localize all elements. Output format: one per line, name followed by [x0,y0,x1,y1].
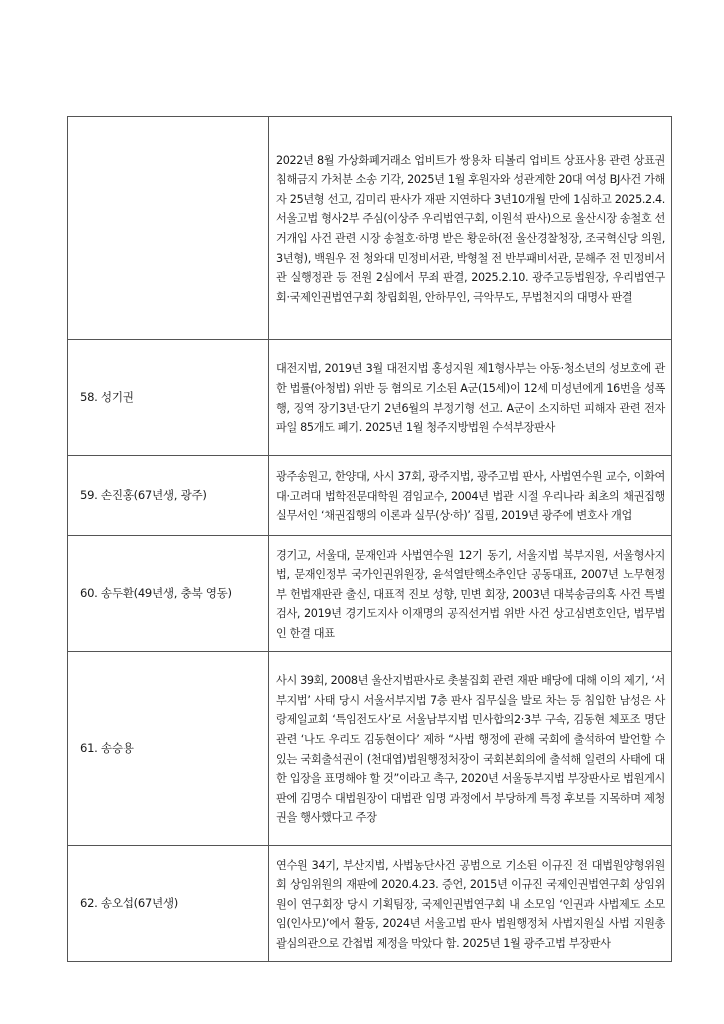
document-page [67,116,665,962]
description-cell: 연수원 34기, 부산지법, 사법농단사건 공범으로 기소된 이규진 전 대법원양형위원회 상임위원의 재판에 2020.4.23. 증언, 2015년 이규진 국제인권법연구회 상임위원이 연구회장 당시 기획팀장, 국제인권법연구회 내 소모임 ‘인권과 사법제도 소모임(인사모)’에서 활동, 2024년 서울고법 판사 법원행정처 사법지원실 사법 지원총괄심의관으로 간첩법 제정을 막았다 함. 2025년 1월 광주고법 부장판사 [269,846,672,962]
name-cell: 62. 송오섭(67년생) [68,846,269,962]
description-cell: 사시 39회, 2008년 울산지법판사로 촛불집회 관련 재판 배당에 대해 이의 제기, ‘서부지법’ 사태 당시 서울서부지법 7층 판사 집무실을 발로 차는 등 침입한 남성은 사랑제일교회 ‘특임전도사’로 서울남부지법 민사합의2·3부 구속, 김동현 체포조 명단 관련 ‘나도 우리도 김동현이다’ 제하 “사법 행정에 관해 국회에 출석하여 발언할 수 있는 국회출석권이 (천대엽)법원행정처장이 국회본회의에 출석해 일련의 사태에 대한 입장을 표명해야 할 것”이라고 촉구, 2020년 서울동부지법 부장판사로 법원게시판에 김명수 대법원장이 대법관 임명 과정에서 부당하게 특정 후보를 지목하며 제청권을 행사했다고 주장 [269,652,672,846]
table-row [68,117,672,340]
description-cell: 대전지법, 2019년 3월 대전지법 홍성지원 제1형사부는 아동·청소년의 성보호에 관한 법률(아청법) 위반 등 혐의로 기소된 A군(15세)이 12세 미성년에게 16번을 성폭행, 징역 장기3년·단기 2년6월의 부정기형 선고. A군이 소지하던 피해자 관련 전자파일 85개도 폐기. 2025년 1월 청주지방법원 수석부장판사 [269,340,672,456]
name-cell: 61. 송승용 [68,652,269,846]
description-cell: 경기고, 서울대, 문재인과 사법연수원 12기 동기, 서울지법 북부지원, 서울형사지법, 문재인정부 국가인권위원장, 윤석열탄핵소추인단 공동대표, 2007년 노무현정부 헌법재판관 출신, 대표적 진보 성향, 민변 회장, 2003년 대북송금의혹 사건 특별검사, 2019년 경기도지사 이재명의 공직선거법 위반 사건 상고심변호인단, 법무법인 한결 대표 [269,536,672,652]
name-cell [68,117,269,340]
judges-table [67,116,672,962]
description-cell: 광주송원고, 한양대, 사시 37회, 광주지법, 광주고법 판사, 사법연수원 교수, 이화여대·고려대 법학전문대학원 겸임교수, 2004년 법관 시절 우리나라 최초의 채권집행 실무서인 ‘채권집행의 이론과 실무(상·하)’ 집필, 2019년 광주에 변호사 개업 [269,456,672,536]
name-cell: 59. 손진홍(67년생, 광주) [68,456,269,536]
name-cell: 58. 성기권 [68,340,269,456]
table-row [68,846,672,962]
table-row [68,340,672,456]
table-row [68,536,672,652]
table-row [68,652,672,846]
description-cell: 2022년 8월 가상화폐거래소 업비트가 쌍용차 티볼리 업비트 상표사용 관련 상표권 침해금지 가처분 소송 기각, 2025년 1월 후원자와 성관계한 20대 여성 BJ사건 가해자 25년형 선고, 김미리 판사가 재판 지연하다 3년10개월 만에 1심하고 2025.2.4.서울고법 형사2부 주심(이상주 우리법연구회, 이원석 판사)으로 울산시장 송철호 선거개입 사건 관련 시장 송철호·하명 받은 황운하(전 울산경찰청장, 조국혁신당 의원, 3년형), 백원우 전 청와대 민정비서관, 박형철 전 반부패비서관, 문해주 전 민정비서관 실행정관 등 전원 2심에서 무죄 판결, 2025.2.10. 광주고등법원장, 우리법연구회·국제인권법연구회 창립회원, 안하무인, 극악무도, 무법천지의 대명사 판결 [269,117,672,340]
name-cell: 60. 송두환(49년생, 충북 영동) [68,536,269,652]
table-row [68,456,672,536]
